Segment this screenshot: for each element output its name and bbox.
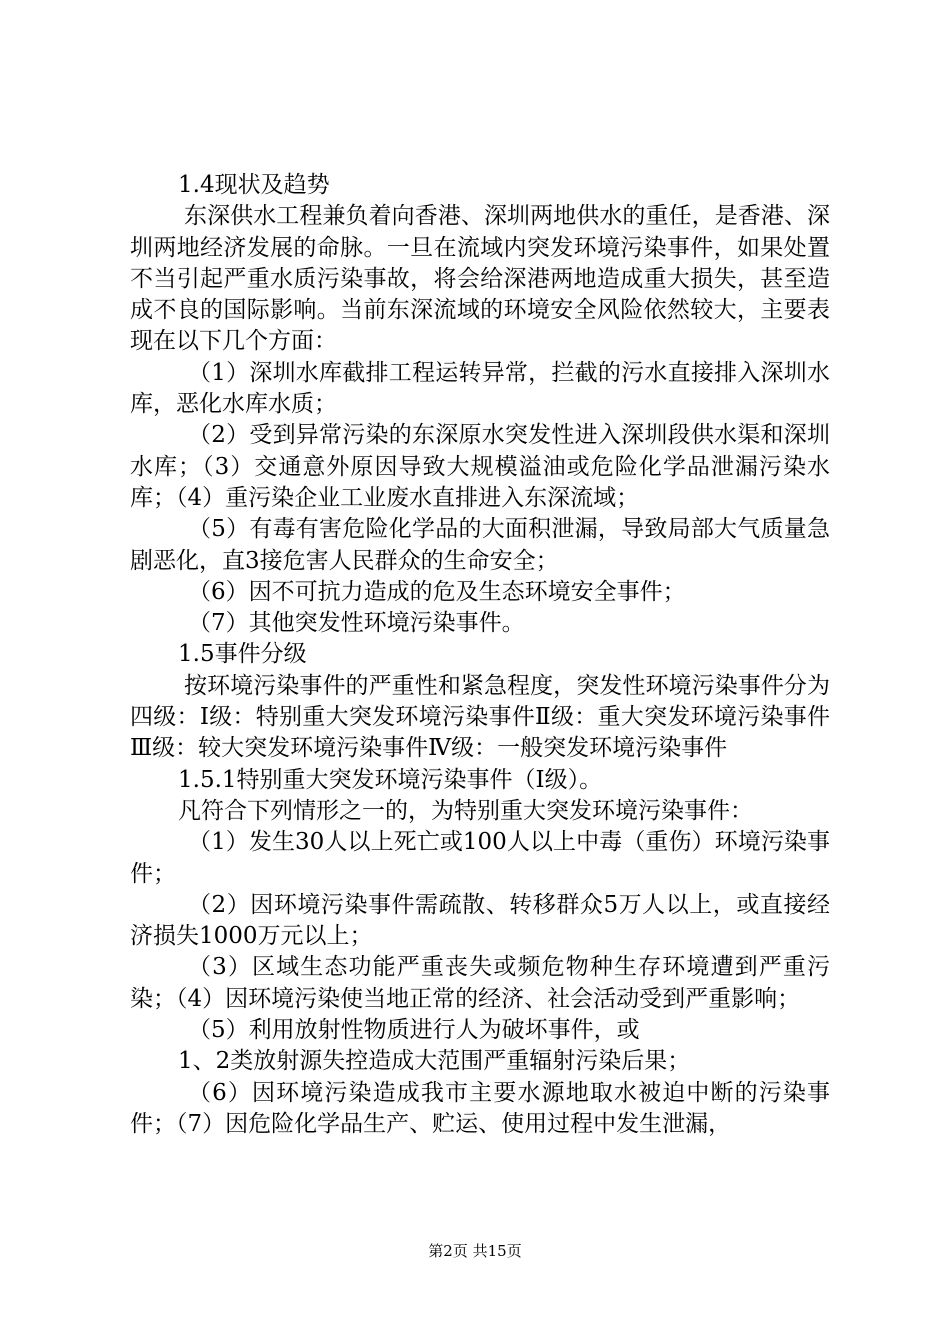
list-item: （1）发生30人以上死亡或100人以上中毒（重伤）环境污染事件；: [130, 829, 830, 887]
body-paragraph: 按环境污染事件的严重性和紧急程度，突发性环境污染事件分为四级：Ⅰ级：特别重大突发环境污染事件Ⅱ级：重大突发环境污染事件Ⅲ级：较大突发环境污染事件Ⅳ级：一般突发环境污染事件: [130, 672, 830, 762]
list-item: （6）因不可抗力造成的危及生态环境安全事件；: [188, 578, 686, 605]
list-item: （5）有毒有害危险化学品的大面积泄漏，导致局部大气质量急剧恶化，直3接危害人民群众的生命安全；: [130, 516, 830, 574]
subsection-heading: 1.5.1特别重大突发环境污染事件（Ⅰ级）。: [178, 766, 603, 793]
list-item: （3）区域生态功能严重丧失或频危物种生存环境遭到严重污染；（4）因环境污染使当地正常的经济、社会活动受到严重影响；: [130, 954, 830, 1012]
list-item: （1）深圳水库截排工程运转异常，拦截的污水直接排入深圳水库，恶化水库水质；: [130, 359, 830, 418]
list-item: （5）利用放射性物质进行人为破坏事件，或: [188, 1017, 640, 1044]
list-item: （2）受到异常污染的东深原水突发性进入深圳段供水渠和深圳水库；（3）交通意外原因导致大规模溢油或危险化学品泄漏污染水库；（4）重污染企业工业废水直排进入东深流域；: [130, 422, 830, 511]
document-body: [130, 170, 830, 1140]
list-item: （6）因环境污染造成我市主要水源地取水被迫中断的污染事件；（7）因危险化学品生产、贮运、使用过程中发生泄漏，: [130, 1079, 830, 1137]
body-paragraph: 1、2类放射源失控造成大范围严重辐射污染后果；: [178, 1048, 691, 1075]
section-heading: 1.5事件分级: [178, 641, 307, 668]
section-heading: 1.4现状及趋势: [178, 172, 330, 198]
body-paragraph: 凡符合下列情形之一的，为特别重大突发环境污染事件：: [178, 797, 753, 824]
page-footer: 第2页 共15页: [428, 1242, 522, 1260]
list-item: （7）其他突发性环境污染事件。: [188, 610, 525, 637]
body-paragraph: 东深供水工程兼负着向香港、深圳两地供水的重任，是香港、深圳两地经济发展的命脉。一旦在流域内突发环境污染事件，如果处置不当引起严重水质污染事故，将会给深港两地造成重大损失，甚至造成不良的国际影响。当前东深流域的环境安全风险依然较大，主要表现在以下几个方面：: [130, 203, 830, 355]
list-item: （2）因环境污染事件需疏散、转移群众5万人以上，或直接经济损失1000万元以上；: [130, 891, 830, 950]
